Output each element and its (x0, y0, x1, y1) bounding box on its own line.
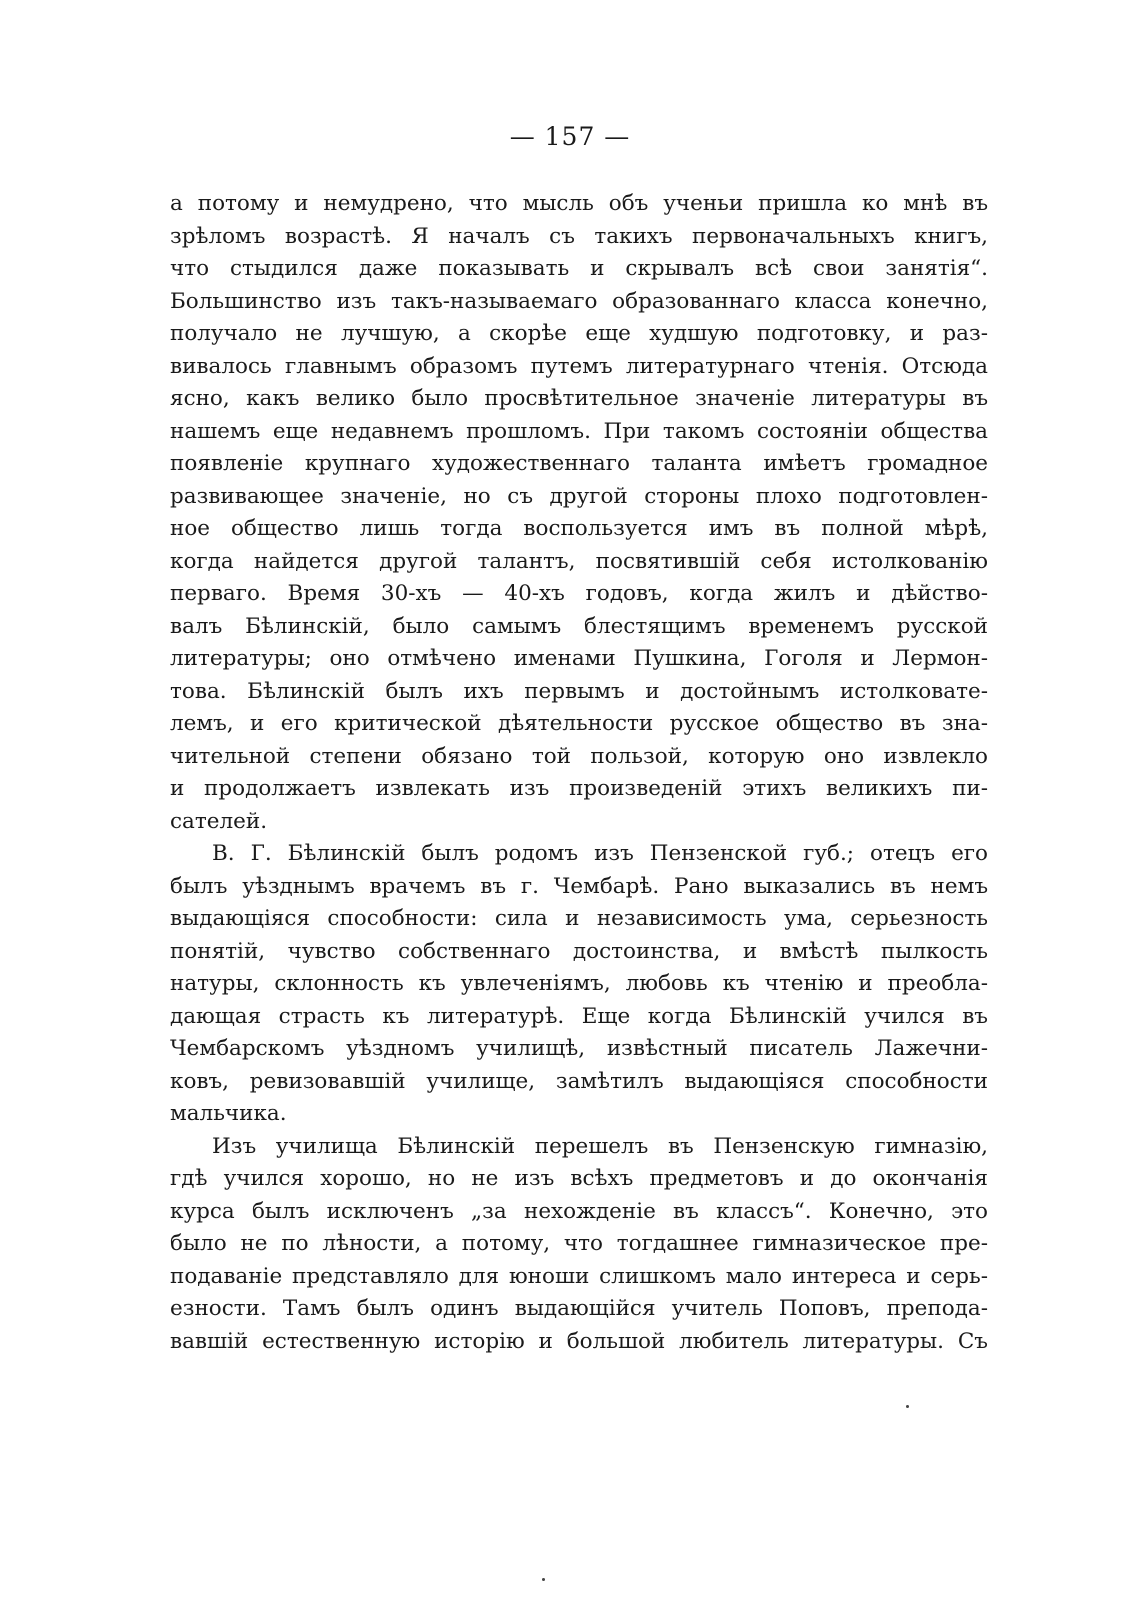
body-text (170, 188, 988, 1358)
text-line: валъ Бѣлинскій, было самымъ блестящимъ временемъ русской (170, 613, 988, 639)
text-line: ясно, какъ велико было просвѣтительное значеніе литературы въ (170, 386, 988, 411)
text-line: развивающее значеніе, но съ другой стороны плохо подготовлен- (170, 483, 988, 509)
page-number: — 157 — (509, 122, 631, 151)
text-line: получало не лучшую, а скорѣе еще худшую подготовку, и раз- (170, 321, 988, 346)
text-line: дающая страсть къ литературѣ. Еще когда Бѣлинскій учился въ (170, 1003, 988, 1029)
text-line: Изъ училища Бѣлинскій перешелъ въ Пензенскую гимназію, (212, 1133, 988, 1159)
text-line: литературы; оно отмѣчено именами Пушкина, Гоголя и Лермон- (170, 646, 988, 671)
paragraph-1 (170, 188, 988, 838)
text-line: натуры, склонность къ увлеченіямъ, любовь къ чтенію и преобла- (170, 971, 988, 996)
text-line: В. Г. Бѣлинскій былъ родомъ изъ Пензенской губ.; отецъ его (212, 841, 988, 866)
text-line: чительной степени обязано той пользой, которую оно извлекло (170, 743, 988, 769)
text-line: понятій, чувство собственнаго достоинства, и вмѣстѣ пылкость (170, 938, 988, 964)
text-line: гдѣ учился хорошо, но не изъ всѣхъ предметовъ и до окончанія (170, 1166, 988, 1191)
text-line: сателей. (170, 808, 268, 834)
print-speck (906, 1405, 909, 1408)
text-line: лемъ, и его критической дѣятельности русское общество въ зна- (170, 711, 988, 736)
text-line: това. Бѣлинскій былъ ихъ первымъ и достойнымъ истолковате- (170, 678, 988, 704)
text-line: мальчика. (170, 1101, 287, 1126)
text-line: Большинство изъ такъ-называемаго образованнаго класса конечно, (170, 288, 988, 314)
text-line: езности. Тамъ былъ одинъ выдающійся учитель Поповъ, препода- (170, 1296, 988, 1321)
text-line: былъ уѣзднымъ врачемъ въ г. Чембарѣ. Рано выказались въ немъ (170, 873, 988, 899)
text-line: Чембарскомъ уѣздномъ училищѣ, извѣстный писатель Лажечни- (170, 1036, 988, 1061)
paragraph-2 (170, 838, 988, 1131)
text-line: вавшій естественную исторію и большой любитель литературы. Съ (170, 1328, 988, 1354)
text-line: когда найдется другой талантъ, посвятившій себя истолкованію (170, 548, 988, 574)
text-line: что стыдился даже показывать и скрывалъ всѣ свои занятія“. (170, 256, 988, 281)
text-line: выдающіяся способности: сила и независимость ума, серьезность (170, 906, 988, 931)
text-line: появленіе крупнаго художественнаго таланта имѣетъ громадное (170, 451, 988, 476)
paragraph-3 (170, 1131, 988, 1359)
text-line: а потому и немудрено, что мысль объ ученьи пришла ко мнѣ въ (170, 191, 988, 216)
text-line: нашемъ еще недавнемъ прошломъ. При такомъ состояніи общества (170, 418, 988, 444)
text-line: ное общество лишь тогда воспользуется имъ въ полной мѣрѣ, (170, 516, 988, 541)
text-line: курса былъ исключенъ „за нехожденіе въ классъ“. Конечно, это (170, 1198, 988, 1224)
text-line: подаваніе представляло для юноши слишкомъ мало интереса и серь- (170, 1263, 988, 1289)
text-line: было не по лѣности, а потому, что тогдашнее гимназическое пре- (170, 1231, 988, 1256)
print-speck (542, 1578, 545, 1581)
text-line: вивалось главнымъ образомъ путемъ литературнаго чтенія. Отсюда (170, 353, 988, 379)
text-line: ковъ, ревизовавшій училище, замѣтилъ выдающіяся способности (170, 1068, 988, 1094)
text-line: зрѣломъ возрастѣ. Я началъ съ такихъ первоначальныхъ книгъ, (170, 223, 988, 249)
text-line: перваго. Время 30-хъ — 40-хъ годовъ, когда жилъ и дѣйство- (170, 581, 988, 606)
text-line: и продолжаетъ извлекать изъ произведеній этихъ великихъ пи- (170, 776, 988, 801)
